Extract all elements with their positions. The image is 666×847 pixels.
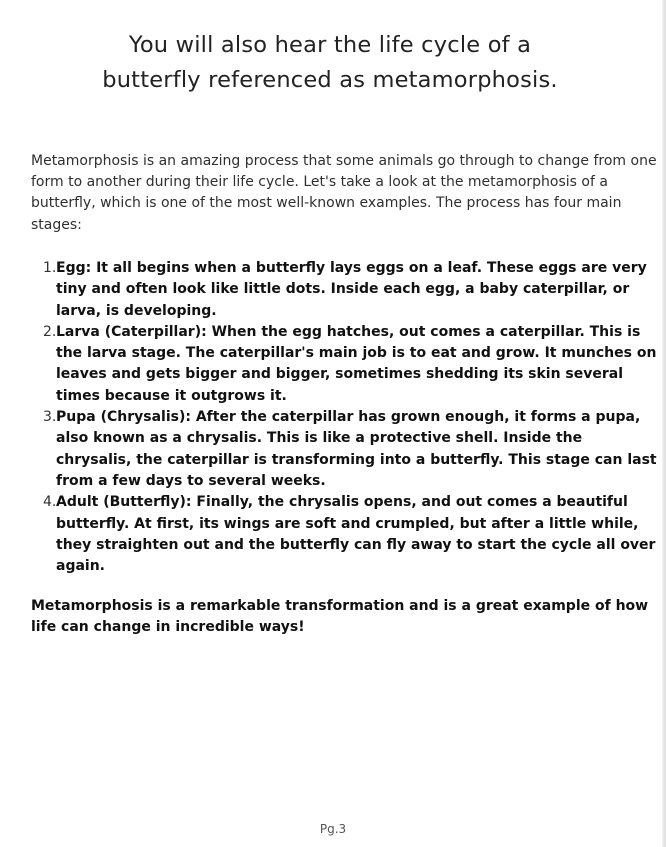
stage-text: Pupa (Chrysalis): After the caterpillar has grown enough, it forms a pupa, also known as a chrysalis. This is like a protective shell. Inside the chrysalis, the caterpillar is transforming into a butterfly. This stage can last from a few days to several weeks. [56, 409, 657, 489]
stage-item-egg [43, 258, 660, 322]
page-edge-shadow [662, 0, 666, 847]
stage-text: Larva (Caterpillar): When the egg hatches, out comes a caterpillar. This is the larva stage. The caterpillar's main job is to eat and grow. It munches on leaves and gets bigger and bigger, sometimes shedding its skin several times because it outgrows it. [56, 323, 657, 404]
page-number: Pg.3 [319, 822, 347, 836]
stage-text: Egg: It all begins when a butterfly lays eggs on a leaf. These eggs are very tiny and often look like little dots. Inside each egg, a baby caterpillar, or larva, is developing. [56, 260, 647, 319]
stage-item-larva [43, 322, 660, 407]
stage-number: 3. [43, 409, 57, 426]
stage-number: 4. [43, 494, 57, 511]
stage-item-pupa [43, 407, 660, 492]
stage-number: 2. [43, 323, 57, 340]
closing-paragraph: Metamorphosis is a remarkable transformation and is a great example of how life can change in incredible ways! [31, 598, 649, 636]
stage-item-adult [43, 492, 660, 577]
stage-text: Adult (Butterfly): Finally, the chrysalis opens, and out comes a beautiful butterfly. At first, its wings are soft and crumpled, but after a little while, they straighten out and the butterfly can fly away to start the cycle all over again. [56, 494, 656, 575]
stages-list [43, 258, 660, 577]
page-title: You will also hear the life cycle of a butterfly referenced as metamorphosis. [102, 32, 558, 93]
stage-number: 1. [43, 260, 57, 276]
intro-paragraph: Metamorphosis is an amazing process that some animals go through to change from one form to another during their life cycle. Let's take a look at the metamorphosis of a butterfly, which is one of the most well-known examples. The process has four main stages: [31, 153, 657, 233]
